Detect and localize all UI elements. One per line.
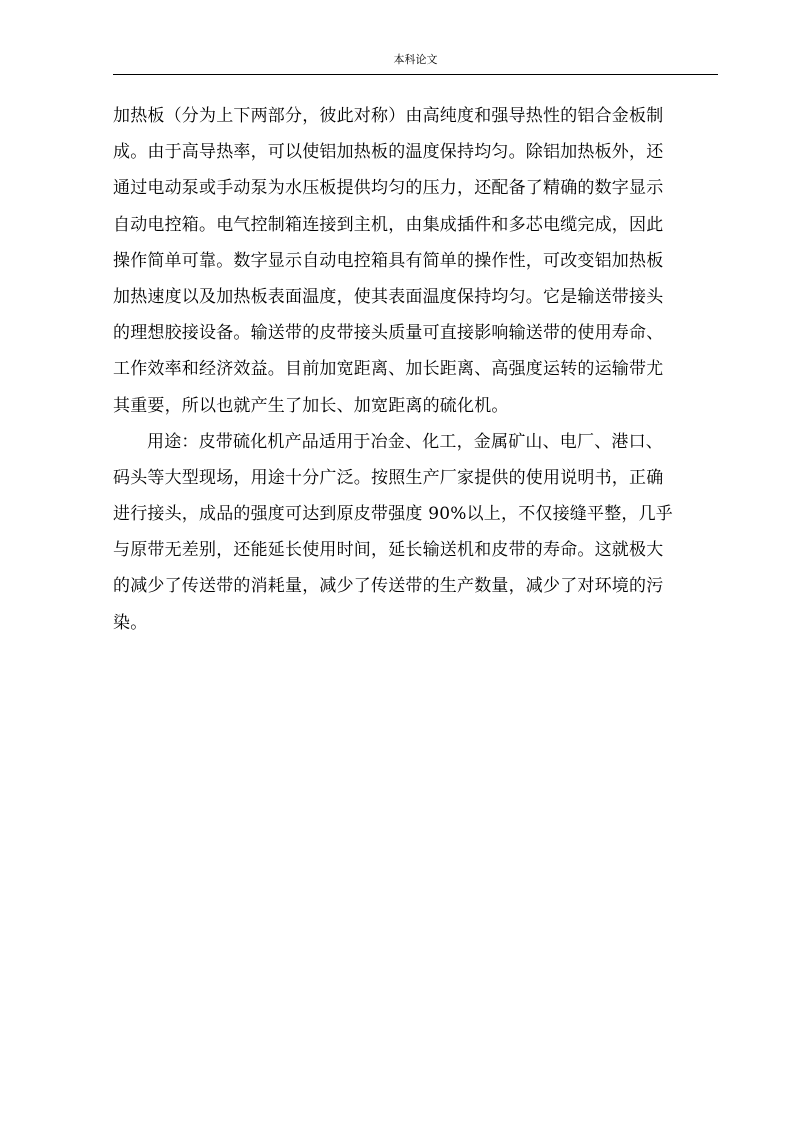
- text-line: 与原带无差别，还能延长使用时间，延长输送机和皮带的寿命。这就极大: [113, 540, 664, 561]
- header-title: 本科论文: [393, 53, 438, 66]
- paragraph-1: [113, 98, 718, 424]
- paragraph-2: [113, 424, 718, 641]
- text-line: 成。由于高导热率，可以使铝加热板的温度保持均匀。除铝加热板外，还: [113, 142, 664, 163]
- text-line: 自动电控箱。电气控制箱连接到主机，由集成插件和多芯电缆完成，因此: [113, 214, 664, 235]
- text-line: 工作效率和经济效益。目前加宽距离、加长距离、高强度运转的运输带尤: [113, 359, 664, 380]
- text-line: 用途：皮带硫化机产品适用于冶金、化工，金属矿山、电厂、港口、: [147, 431, 663, 452]
- page-header: [113, 52, 718, 75]
- text-line: 加热速度以及加热板表面温度，使其表面温度保持均匀。它是输送带接头: [113, 286, 664, 307]
- text-line: 的减少了传送带的消耗量，减少了传送带的生产数量，减少了对环境的污: [113, 576, 664, 597]
- text-line: 操作简单可靠。数字显示自动电控箱具有简单的操作性，可改变铝加热板: [113, 250, 664, 271]
- text-line: 通过电动泵或手动泵为水压板提供均匀的压力，还配备了精确的数字显示: [113, 178, 664, 199]
- body-text: [113, 98, 718, 641]
- text-line: 染。: [113, 612, 148, 633]
- text-line: 进行接头，成品的强度可达到原皮带强度 90%以上，不仅接缝平整，几乎: [113, 504, 673, 525]
- text-line: 其重要，所以也就产生了加长、加宽距离的硫化机。: [113, 395, 509, 416]
- text-line: 码头等大型现场，用途十分广泛。按照生产厂家提供的使用说明书，正确: [113, 467, 664, 488]
- text-line: 的理想胶接设备。输送带的皮带接头质量可直接影响输送带的使用寿命、: [113, 323, 664, 344]
- text-line: 加热板（分为上下两部分，彼此对称）由高纯度和强导热性的铝合金板制: [113, 106, 664, 126]
